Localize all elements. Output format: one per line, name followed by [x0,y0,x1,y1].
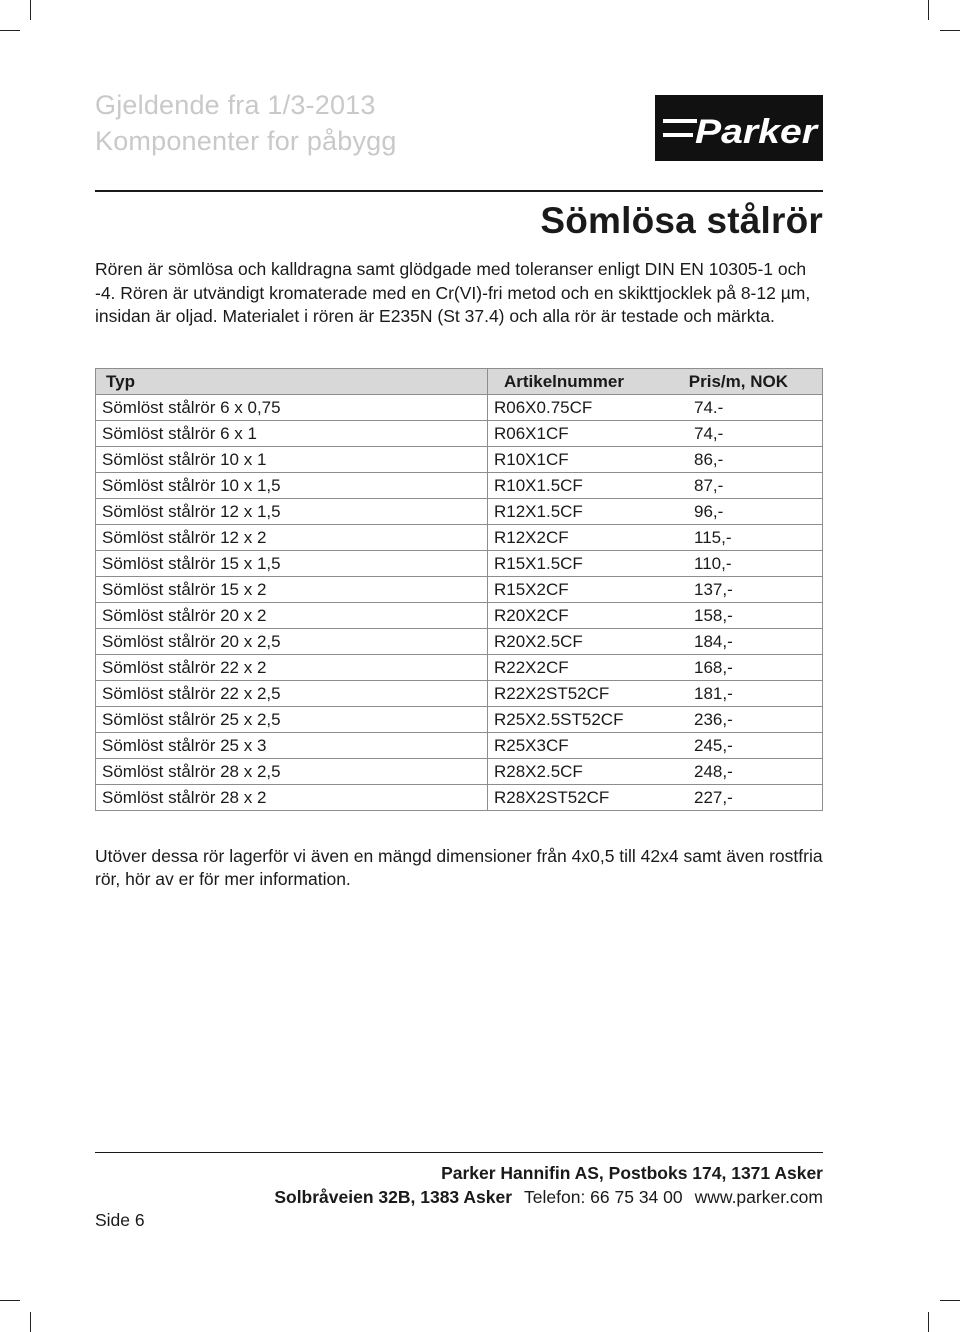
column-header-typ: Typ [96,369,488,395]
table-row [96,447,823,473]
cell-artikel: R25X3CF [488,733,660,759]
cell-typ: Sömlöst stålrör 10 x 1,5 [96,473,488,499]
crop-mark [928,0,929,20]
table-row [96,629,823,655]
table-row [96,525,823,551]
price-table-body [96,395,823,811]
cell-pris [659,447,823,473]
cell-pris [659,421,823,447]
cell-pris [659,759,823,785]
cell-pris-value: 96,- [694,501,724,521]
cell-pris-value: 181,- [694,683,733,703]
cell-artikel: R28X2ST52CF [488,785,660,811]
footer-web: www.parker.com [694,1187,823,1207]
cell-pris-value: 158,- [694,605,733,625]
footer-street: Solbråveien 32B, 1383 Asker [274,1187,513,1207]
table-row [96,707,823,733]
cell-typ: Sömlöst stålrör 22 x 2,5 [96,681,488,707]
cell-pris-value: 110,- [694,553,732,573]
cell-pris [659,707,823,733]
table-row [96,785,823,811]
cell-pris [659,551,823,577]
cell-artikel: R10X1.5CF [488,473,660,499]
cell-pris [659,525,823,551]
cell-pris [659,629,823,655]
cell-artikel: R25X2.5ST52CF [488,707,660,733]
crop-mark [940,30,960,31]
cell-artikel: R22X2ST52CF [488,681,660,707]
cell-typ: Sömlöst stålrör 28 x 2,5 [96,759,488,785]
price-table [95,368,823,811]
table-row [96,681,823,707]
cell-artikel: R10X1CF [488,447,660,473]
page-title: Sömlösa stålrör [540,200,823,241]
cell-typ: Sömlöst stålrör 12 x 1,5 [96,499,488,525]
cell-pris [659,733,823,759]
table-row [96,421,823,447]
parker-logo [655,95,823,161]
table-row [96,733,823,759]
cell-typ: Sömlöst stålrör 25 x 3 [96,733,488,759]
crop-mark [30,0,31,20]
cell-typ: Sömlöst stålrör 28 x 2 [96,785,488,811]
cell-artikel: R12X2CF [488,525,660,551]
crop-mark [940,1300,960,1301]
table-row [96,395,823,421]
table-row [96,551,823,577]
cell-typ: Sömlöst stålrör 6 x 1 [96,421,488,447]
page-number: Side 6 [95,1210,145,1230]
cell-artikel: R15X2CF [488,577,660,603]
cell-typ: Sömlöst stålrör 12 x 2 [96,525,488,551]
cell-artikel: R06X1CF [488,421,660,447]
footer-company: Parker Hannifin AS, Postboks 174, 1371 Asker [441,1163,823,1183]
cell-pris-value: 87,- [694,475,724,495]
footer-rule [95,1152,823,1153]
cell-artikel: R15X1.5CF [488,551,660,577]
cell-pris-value: 168,- [694,657,733,677]
cell-artikel: R12X1.5CF [488,499,660,525]
cell-typ: Sömlöst stålrör 6 x 0,75 [96,395,488,421]
crop-mark [928,1312,929,1332]
cell-artikel: R20X2CF [488,603,660,629]
crop-mark [30,1312,31,1332]
cell-typ: Sömlöst stålrör 15 x 2 [96,577,488,603]
cell-pris-value: 184,- [694,631,733,651]
cell-pris [659,655,823,681]
cell-pris-value: 245,- [694,735,733,755]
cell-artikel: R06X0.75CF [488,395,660,421]
cell-pris-value: 227,- [694,787,733,807]
intro-paragraph: Rören är sömlösa och kalldragna samt glödgade med toleranser enligt DIN EN 10305-1 och -4. Rören är utvändigt kromaterade med en Cr(VI)-fri metod och en skikttjocklek på 8-12 µm, insidan är oljad. Materialet i rören är E235N (St 37.4) och alla rör är testade och märkta. [95,259,811,326]
cell-pris [659,499,823,525]
header-valid-from: Gjeldende fra 1/3-2013 [95,90,376,120]
cell-typ: Sömlöst stålrör 22 x 2 [96,655,488,681]
table-row [96,759,823,785]
column-header-pris: Pris/m, NOK [659,369,823,395]
table-header-row [96,369,823,395]
cell-pris [659,577,823,603]
cell-pris-value: 74.- [694,397,724,417]
cell-artikel: R22X2CF [488,655,660,681]
cell-pris [659,395,823,421]
title-rule [95,190,823,192]
cell-typ: Sömlöst stålrör 15 x 1,5 [96,551,488,577]
cell-typ: Sömlöst stålrör 10 x 1 [96,447,488,473]
note-paragraph: Utöver dessa rör lagerför vi även en mängd dimensioner från 4x0,5 till 42x4 samt även rostfria rör, hör av er för mer information. [95,846,823,889]
table-row [96,499,823,525]
cell-typ: Sömlöst stålrör 25 x 2,5 [96,707,488,733]
cell-typ: Sömlöst stålrör 20 x 2 [96,603,488,629]
table-row [96,603,823,629]
header-category: Komponenter for påbygg [95,126,397,156]
cell-typ: Sömlöst stålrör 20 x 2,5 [96,629,488,655]
cell-artikel: R20X2.5CF [488,629,660,655]
cell-pris [659,681,823,707]
cell-pris-value: 74,- [694,423,724,443]
table-row [96,473,823,499]
cell-artikel: R28X2.5CF [488,759,660,785]
cell-pris-value: 115,- [694,527,732,547]
cell-pris-value: 137,- [694,579,733,599]
footer-contact [274,1187,823,1208]
cell-pris-value: 86,- [694,449,724,469]
table-row [96,655,823,681]
crop-mark [0,30,20,31]
cell-pris [659,785,823,811]
cell-pris [659,473,823,499]
parker-logo-text: Parker [695,113,820,151]
cell-pris [659,603,823,629]
footer-phone: Telefon: 66 75 34 00 [524,1187,683,1207]
column-header-artikel: Artikelnummer [488,369,660,395]
cell-pris-value: 236,- [694,709,733,729]
cell-pris-value: 248,- [694,761,733,781]
table-row [96,577,823,603]
crop-mark [0,1300,20,1301]
